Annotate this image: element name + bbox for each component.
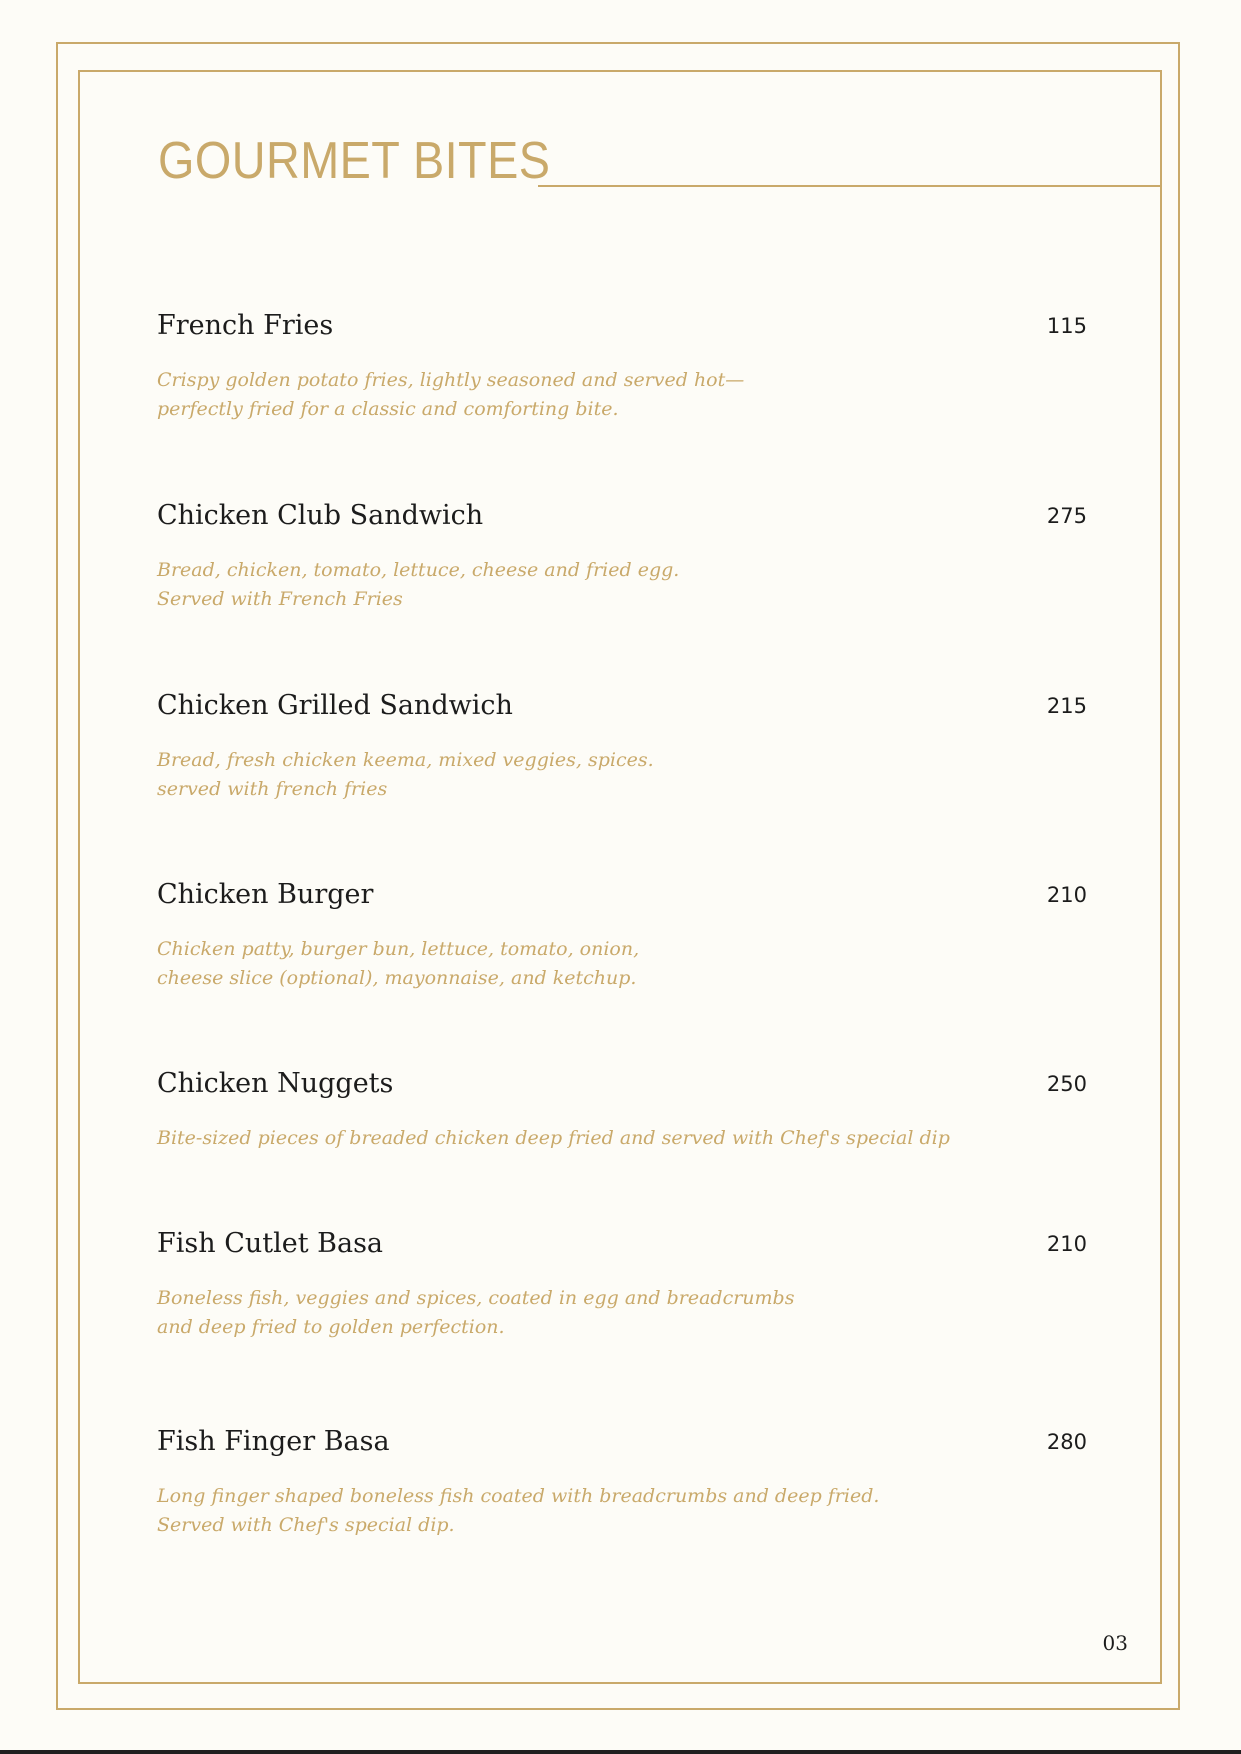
item-price: 215 [1046, 694, 1087, 718]
item-description-line: Bread, fresh chicken keema, mixed veggies, spices. [157, 749, 654, 771]
item-price: 115 [1046, 314, 1087, 338]
item-description-line: Bite-sized pieces of breaded chicken deep fried and served with Chef's special dip [157, 1127, 950, 1149]
item-description-line: Served with French Fries [157, 588, 403, 610]
item-description-line: and deep fried to golden perfection. [157, 1316, 505, 1338]
item-name: Chicken Nuggets [157, 1068, 394, 1099]
item-description [157, 556, 679, 614]
item-description-line: Crispy golden potato fries, lightly seasoned and served hot— [157, 369, 745, 391]
item-description [157, 366, 744, 424]
bottom-edge-strip [0, 1750, 1241, 1754]
menu-title: GOURMET BITES [158, 132, 551, 190]
item-name: Fish Finger Basa [157, 1426, 390, 1457]
item-description-line: cheese slice (optional), mayonnaise, and ketchup. [157, 967, 637, 989]
item-description-line: Bread, chicken, tomato, lettuce, cheese and fried egg. [157, 559, 680, 581]
item-price: 250 [1046, 1072, 1087, 1096]
item-description [157, 1124, 950, 1153]
item-description [157, 746, 654, 804]
item-description-line: Long finger shaped boneless fish coated with breadcrumbs and deep fried. [157, 1485, 880, 1507]
item-description-line: Boneless fish, veggies and spices, coated in egg and breadcrumbs [157, 1287, 795, 1309]
item-description [157, 1284, 794, 1342]
item-description-line: served with french fries [157, 778, 388, 800]
item-description [157, 1482, 879, 1540]
item-price: 280 [1046, 1430, 1087, 1454]
item-price: 210 [1046, 1232, 1087, 1256]
title-divider-line [538, 185, 1162, 187]
item-price: 275 [1046, 504, 1087, 528]
item-description-line: Served with Chef's special dip. [157, 1514, 455, 1536]
item-name: Chicken Club Sandwich [157, 500, 484, 531]
item-price: 210 [1046, 883, 1087, 907]
item-description-line: perfectly fried for a classic and comforting bite. [157, 398, 619, 420]
item-name: Chicken Grilled Sandwich [157, 690, 513, 721]
item-description-line: Chicken patty, burger bun, lettuce, tomato, onion, [157, 938, 640, 960]
item-name: French Fries [157, 310, 334, 341]
item-description [157, 935, 639, 993]
item-name: Fish Cutlet Basa [157, 1228, 384, 1259]
page-number: 03 [1102, 1631, 1128, 1655]
item-name: Chicken Burger [157, 879, 374, 910]
